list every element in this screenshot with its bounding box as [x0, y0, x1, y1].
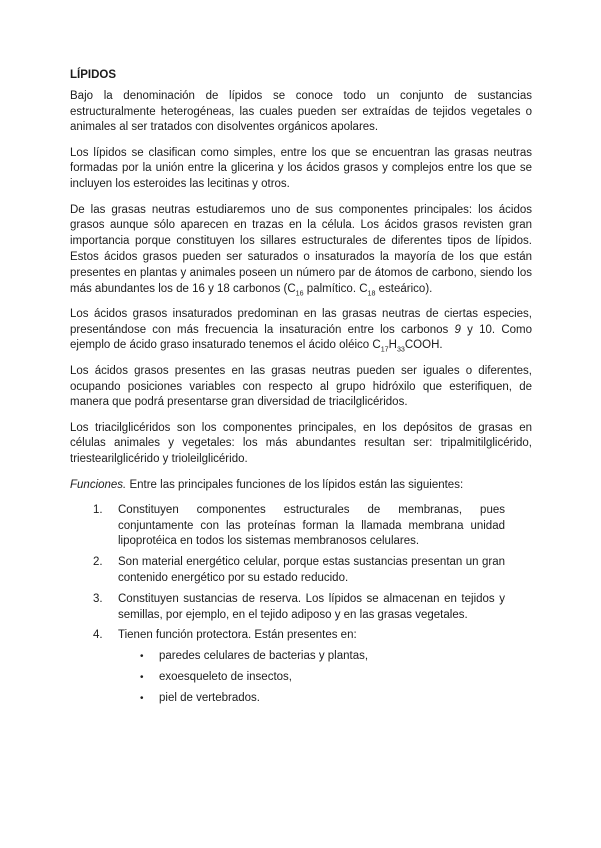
bullet-text: exoesqueleto de insectos,	[159, 671, 292, 683]
item-number: 3.	[93, 592, 103, 605]
text-run: palmítico. C	[303, 282, 368, 295]
italic-run: 9	[454, 323, 461, 336]
subscript-18: 18	[367, 288, 376, 297]
paragraph-unsaturated	[70, 307, 532, 354]
paragraph-positions: Los ácidos grasos presentes en las grasas neutras pueden ser iguales o diferentes, ocupando posiciones variables con respecto al grupo hidróxilo que esterifiquen, de manera que podrá presentarse gran diversidad de triacilglicéridos.	[70, 364, 532, 409]
italic-run: Funciones.	[70, 478, 127, 491]
bullet-item-1	[140, 649, 532, 665]
item-number: 1.	[93, 503, 103, 516]
paragraph-classification: Los lípidos se clasifican como simples, entre los que se encuentran las grasas neutras formadas por la unión entre la glicerina y los ácidos grasos y complejos entre los que se incluyen los esteroides las lecitinas y otros.	[70, 146, 532, 191]
text-run: H	[388, 339, 397, 352]
numbered-item-4	[93, 628, 505, 644]
subscript-33: 33	[396, 345, 405, 354]
text-run: De las grasas neutras estudiaremos uno de sus componentes principales: los ácidos grasos aunque sólo aparecen en trazas en la célula. Los ácidos grasos revisten gran importancia porque constituyen los sillares estructurales de diferentes tipos de lípidos. Estos ácidos grasos pueden ser saturados o insaturados la mayoría de los que están presentes en plantas y animales poseen un número par de átomos de carbono, siendo los más abundantes los de 16 y 18 carbonos (C	[70, 203, 532, 295]
text-run: COOH.	[404, 339, 443, 352]
bullet-item-3	[140, 691, 532, 707]
page-title: LÍPIDOS	[70, 69, 117, 81]
paragraph-functions-lead	[70, 478, 532, 494]
bullet-marker: •	[140, 651, 144, 663]
item-text: Son material energético celular, porque estas sustancias presentan un gran contenido energético por su estado reducido.	[118, 556, 505, 585]
paragraph-fatty-acids	[70, 203, 532, 298]
bullet-marker: •	[140, 672, 144, 683]
paragraph-intro: Bajo la denominación de lípidos se conoce todo un conjunto de sustancias estructuralmente heterogéneas, las cuales pueden ser extraídas de tejidos vegetales o animales al ser tratados con disolventes orgánicos apolares.	[70, 89, 532, 134]
item-text: Constituyen componentes estructurales de membranas, pues conjuntamente con las proteínas forman la llamada membrana unidad lipoprotéica en todos los sistemas membranosos celulares.	[118, 503, 505, 548]
paragraph-triacylglycerides: Los triacilglicéridos son los componentes principales, en los depósitos de grasas en células animales y vegetales: los más abundantes resultan ser: tripalmitilglicérido, triestearilglicérido y trioleilglicérido.	[70, 421, 532, 466]
text-run: y 10. Como ejemplo de ácido graso insaturado tenemos el ácido oléico C	[70, 323, 532, 352]
bullet-text: paredes celulares de bacterias y plantas,	[159, 650, 369, 663]
numbered-item-1	[93, 503, 505, 550]
item-text: Tienen función protectora. Están presentes en:	[118, 629, 357, 642]
item-number: 4.	[93, 629, 103, 642]
bullet-marker: •	[140, 692, 144, 704]
text-run: Entre las principales funciones de los lípidos están las siguientes:	[126, 478, 464, 491]
text-run: esteárico).	[375, 282, 433, 295]
item-text: Constituyen sustancias de reserva. Los lípidos se almacenan en tejidos y semillas, por ejemplo, en el tejido adiposo y en las grasas vegetales.	[118, 592, 505, 621]
bullet-text: piel de vertebrados.	[159, 691, 261, 704]
item-number: 2.	[93, 556, 103, 569]
text-run: Los ácidos grasos insaturados predominan en las grasas neutras de ciertas especies, presentándose con más frecuencia la insaturación entre los carbonos	[70, 307, 532, 336]
subscript-16: 16	[295, 288, 304, 297]
numbered-item-2	[93, 555, 505, 587]
numbered-item-3	[93, 592, 505, 624]
bullet-item-2	[140, 670, 532, 686]
subscript-17: 17	[380, 345, 389, 354]
